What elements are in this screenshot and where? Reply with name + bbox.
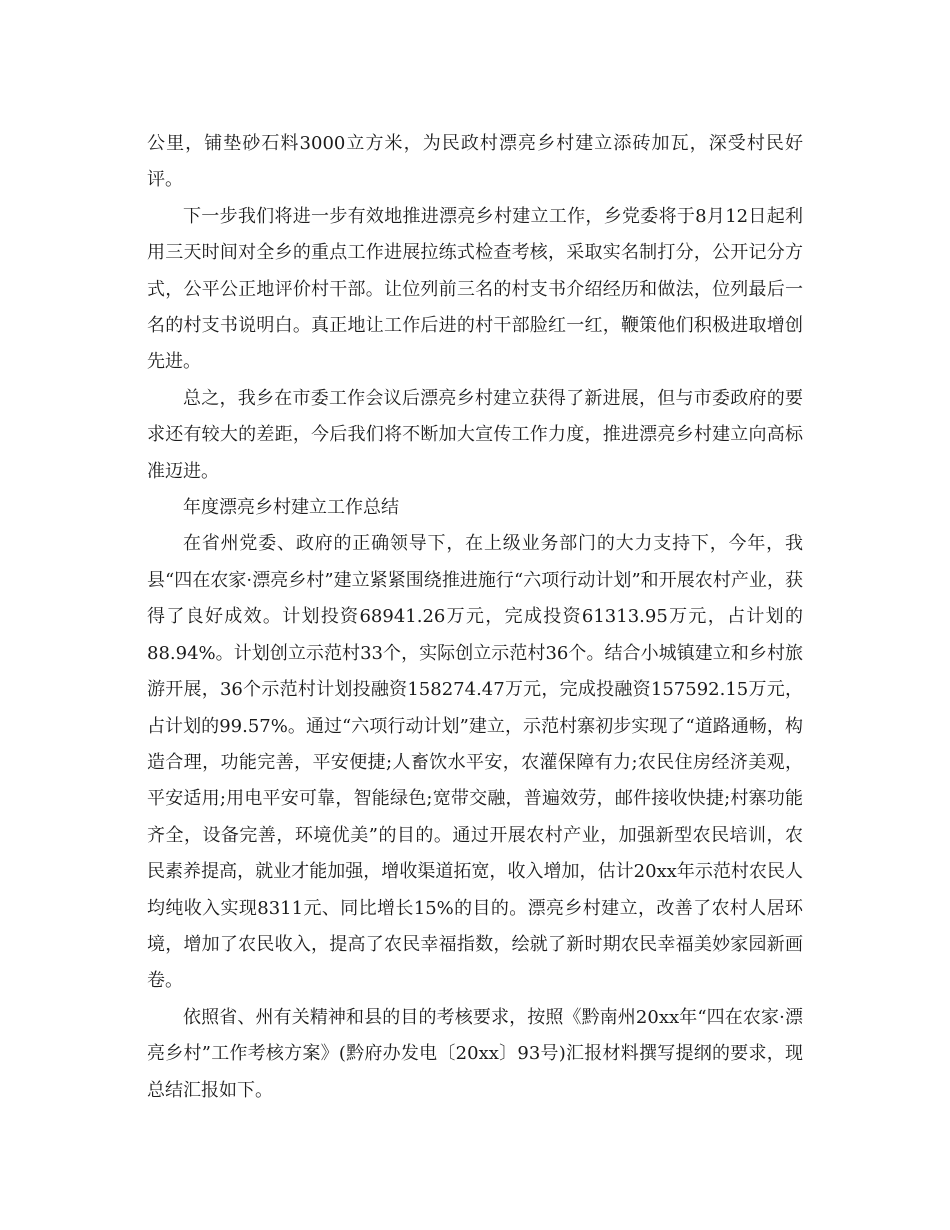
paragraph-5: 依照省、州有关精神和县的目的考核要求，按照《黔南州20xx年“四在农家·漂亮乡村”工作考核方案》(黔府办发电〔20xx〕93号)汇报材料撰写提纲的要求，现总结汇报如下。 (147, 1006, 803, 1101)
paragraph-2: 下一步我们将进一步有效地推进漂亮乡村建立工作，乡党委将于8月12日起利用三天时间对全乡的重点工作进展拉练式检查考核，采取实名制打分，公开记分方式，公平公正地评价村干部。让位列前三名的村支书介绍经历和做法，位列最后一名的村支书说明白。真正地让工作后进的村干部脸红一红，鞭策他们积极进取增创先进。 (147, 205, 803, 373)
document-body (147, 126, 803, 1109)
paragraph-1: 公里，铺垫砂石料3000立方米，为民政村漂亮乡村建立添砖加瓦，深受村民好评。 (147, 133, 803, 191)
paragraph-3: 总之，我乡在市委工作会议后漂亮乡村建立获得了新进展，但与市委政府的要求还有较大的差距，今后我们将不断加大宣传工作力度，推进漂亮乡村建立向高标准迈进。 (147, 387, 803, 482)
section-heading: 年度漂亮乡村建立工作总结 (183, 497, 399, 519)
paragraph-4: 在省州党委、政府的正确领导下，在上级业务部门的大力支持下，今年，我县“四在农家·漂亮乡村”建立紧紧围绕推进施行“六项行动计划”和开展农村产业，获得了良好成效。计划投资68941.26万元，完成投资61313.95万元，占计划的88.94%。计划创立示范村33个，实际创立示范村36个。结合小城镇建立和乡村旅游开展，36个示范村计划投融资158274.47万元，完成投融资157592.15万元，占计划的99.57%。通过“六项行动计划”建立，示范村寨初步实现了“道路通畅，构造合理，功能完善，平安便捷;人畜饮水平安，农灌保障有力;农民住房经济美观，平安适用;用电平安可靠，智能绿色;宽带交融，普遍效劳，邮件接收快捷;村寨功能齐全，设备完善，环境优美”的目的。通过开展农村产业，加强新型农民培训，农民素养提高，就业才能加强，增收渠道拓宽，收入增加，估计20xx年示范村农民人均纯收入实现8311元、同比增长15%的目的。漂亮乡村建立，改善了农村人居环境，增加了农民收入，提高了农民幸福指数，绘就了新时期农民幸福美妙家园新画卷。 (147, 533, 803, 992)
